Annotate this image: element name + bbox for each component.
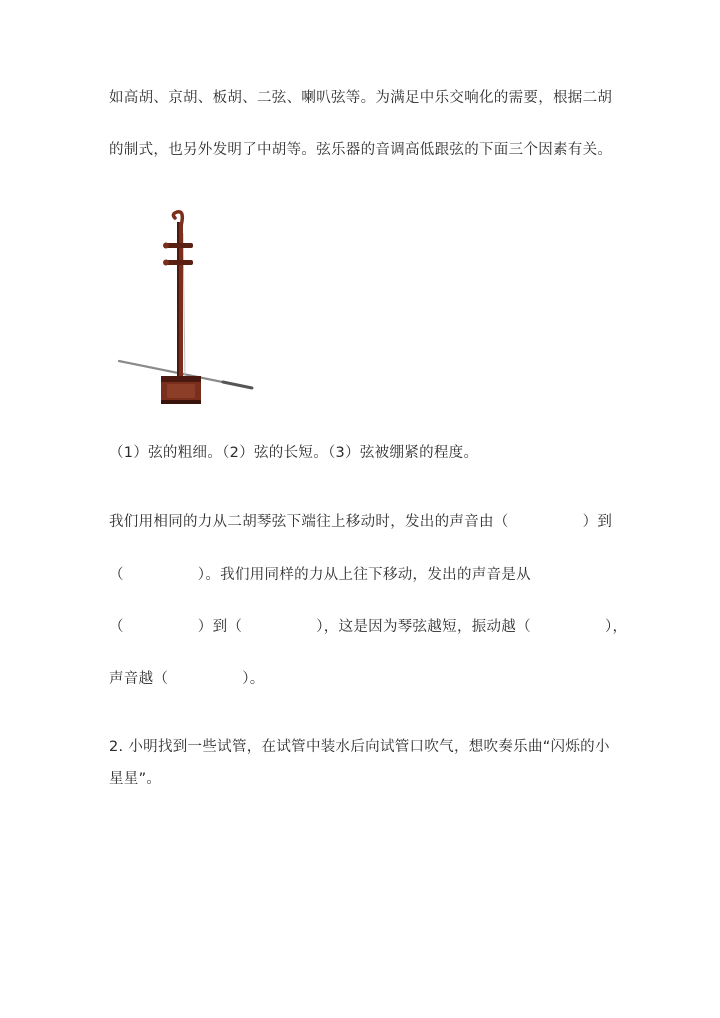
question1-line-2: （ ）。我们用同样的力从上往下移动，发出的声音是从 <box>109 567 531 583</box>
intro-text-line-2: 的制式，也另外发明了中胡等。弦乐器的音调高低跟弦的下面三个因素有关。 <box>109 142 613 158</box>
factors-text: （1）弦的粗细。（2）弦的长短。（3）弦被绷紧的程度。 <box>109 445 479 461</box>
question1-line-4: 声音越（ ）。 <box>109 671 265 687</box>
question1-line-1: 我们用相同的力从二胡琴弦下端往上移动时，发出的声音由（ ）到 <box>109 514 613 530</box>
intro-text-line-1: 如高胡、京胡、板胡、二弦、喇叭弦等。为满足中乐交响化的需要，根据二胡 <box>109 90 613 106</box>
question2-line-2: 星星”。 <box>109 771 162 787</box>
question1-line-3: （ ）到（ ），这是因为琴弦越短，振动越（ ）， <box>109 619 628 635</box>
erhu-instrument-icon <box>115 208 257 410</box>
question2-line-1: 2. 小明找到一些试管，在试管中装水后向试管口吹气，想吹奏乐曲“闪烁的小 <box>109 739 610 755</box>
